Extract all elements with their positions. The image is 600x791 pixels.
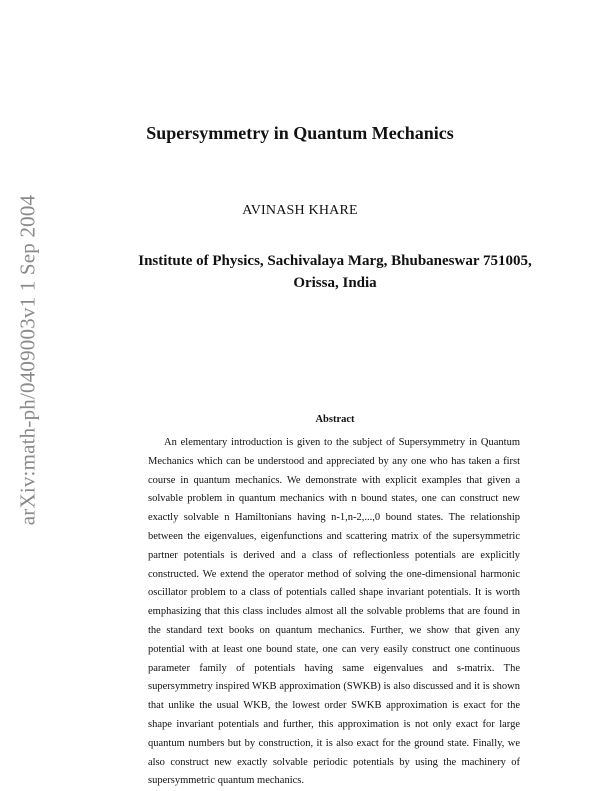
paper-title: Supersymmetry in Quantum Mechanics (146, 123, 454, 143)
affiliation-line-2: Orissa, India (293, 275, 377, 291)
abstract-heading: Abstract (315, 414, 355, 425)
author-affiliation (110, 250, 560, 294)
affiliation-line-1: Institute of Physics, Sachivalaya Marg, Bhubaneswar 751005, (138, 253, 532, 269)
author-name: AVINASH KHARE (242, 203, 358, 218)
arxiv-identifier-stamp: arXiv:math-ph/0409003v1 1 Sep 2004 (15, 194, 40, 526)
abstract-body: An elementary introduction is given to the subject of Supersymmetry in Quantum Mechanics which can be understood and appreciated by any one who has taken a first course in quantum mechanics. We demonstrate with explicit examples that given a solvable problem in quantum mechanics with n bound states, one can construct new exactly solvable n Hamiltonians having n-1,n-2,...,0 bound states. The relationship between the eigenvalues, eigenfunctions and scattering matrix of the supersymmetric partner potentials is derived and a class of reflectionless potentials are explicitly constructed. We extend the operator method of solving the one-dimensional harmonic oscillator problem to a class of potentials called shape invariant potentials. It is worth emphasizing that this class includes almost all the solvable problems that are found in the standard text books on quantum mechanics. Further, we show that given any potential with at least one bound state, one can very easily construct one continuous parameter family of potentials having same eigenvalues and s-matrix. The supersymmetry inspired WKB approximation (SWKB) is also discussed and it is shown that unlike the usual WKB, the lowest order SWKB approximation is exact for the shape invariant potentials and further, this approximation is not only exact for large quantum numbers but by construction, it is also exact for the ground state. Finally, we also construct new exactly solvable periodic potentials by using the machinery of supersymmetric quantum mechanics. (148, 437, 520, 787)
